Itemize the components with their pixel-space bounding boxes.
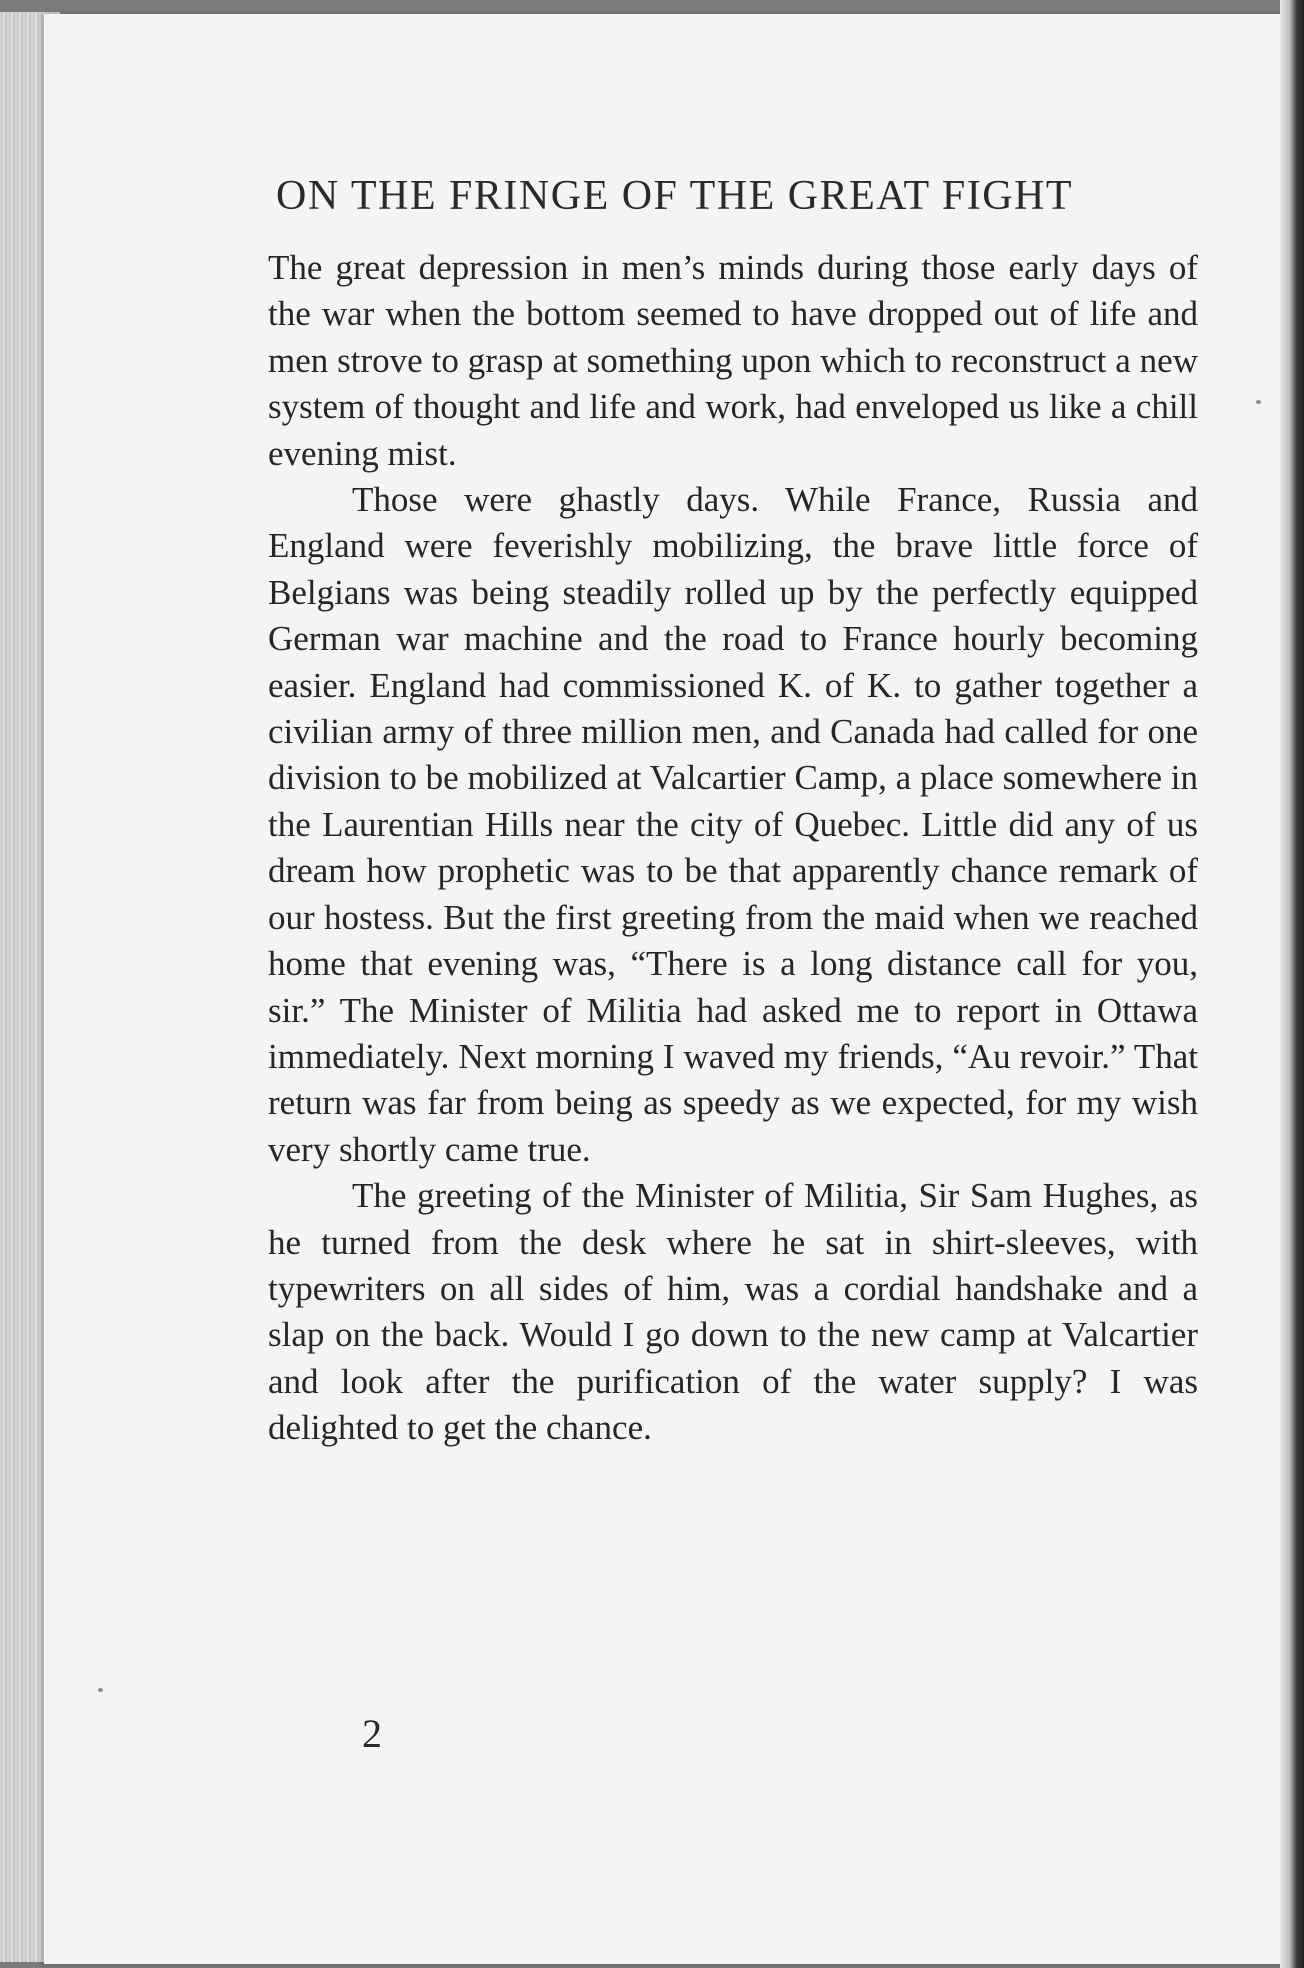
paragraph-3: The greeting of the Minister of Militia, Sir Sam Hughes, as he turned from the desk where he sat in shirt-sleeves, with typewriters on all sides of him, was a cordial handshake and a slap on the back. Would I go down to the new camp at Valcartier and look after the purification of the water supply? I was delighted to get the chance. bbox=[268, 1176, 1198, 1448]
body-text bbox=[268, 245, 1198, 1452]
page-gutter-shadow bbox=[1280, 0, 1304, 1968]
page-number: 2 bbox=[362, 1711, 382, 1756]
paragraph-1: The great depression in men’s minds during those early days of the war when the bottom seemed to have dropped out of life and men strove to grasp at something upon which to reconstruct a new system of thought and life and work, had enveloped us like a chill evening mist. bbox=[268, 248, 1198, 473]
paper-speck bbox=[1256, 400, 1261, 404]
running-head: ON THE FRINGE OF THE GREAT FIGHT bbox=[276, 173, 1074, 219]
paper-speck bbox=[98, 1688, 103, 1692]
paragraph-2: Those were ghastly days. While France, Russia and England were feverishly mobilizing, the brave little force of Belgians was being steadily rolled up by the perfectly equipped German war machine and the road to France hourly becoming easier. England had commissioned K. of K. to gather together a civilian army of three million men, and Canada had called for one division to be mobilized at Valcartier Camp, a place somewhere in the Laurentian Hills near the city of Quebec. Little did any of us dream how prophetic was to be that apparently chance remark of our hostess. But the first greeting from the maid when we reached home that evening was, “There is a long distance call for you, sir.” The Minister of Militia had asked me to report in Ottawa immediately. Next morning I waved my friends, “Au revoir.” That return was far from being as speedy as we expected, for my wish very shortly came true. bbox=[268, 480, 1198, 1169]
